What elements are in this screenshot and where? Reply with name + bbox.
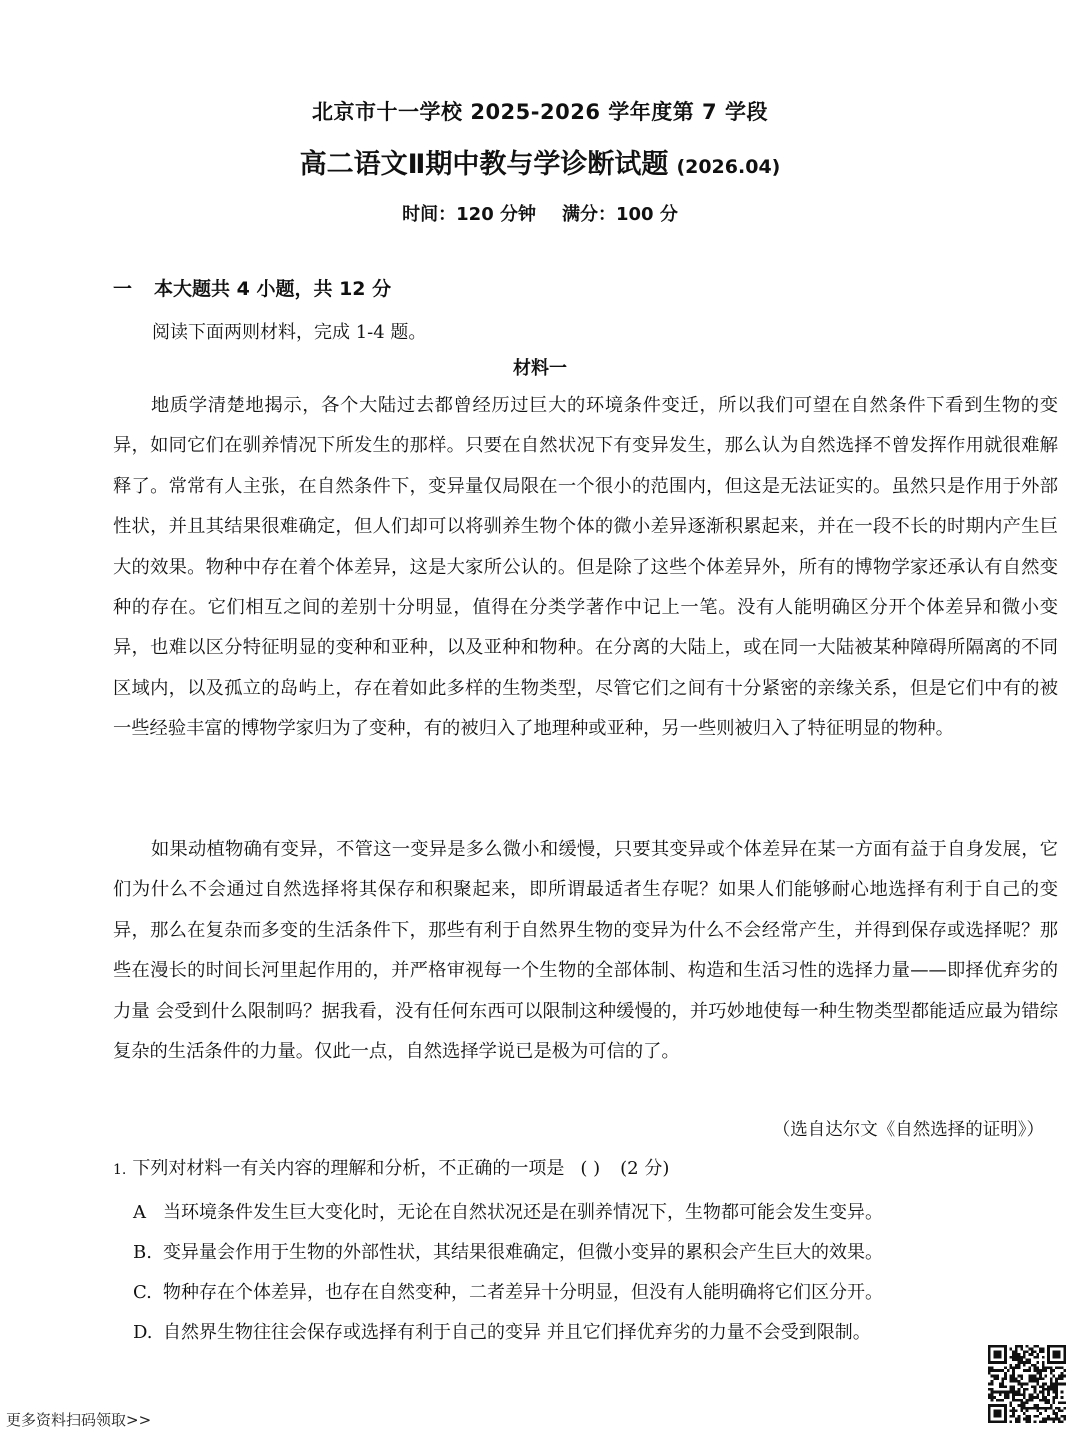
passage-paragraph-2: 如果动植物确有变异，不管这一变异是多么微小和缓慢，只要其变异或个体差异在某一方面有益于自身发展，它们为什么不会通过自然选择将其保存和积聚起来，即所谓最适者生存呢？如果人们能够耐心地选择有利于自己的变异，那么在复杂而多变的生活条件下，那些有利于自然界生物的变异为什么不会经常产生，并得到保存或选择呢？那些在漫长的时间长河里起作用的，并严格审视每一个生物的全部体制、构造和生活习性的选择力量——即择优弃劣的力量 会受到什么限制吗？据我看，没有任何东西可以限制这种缓慢的，并巧妙地使每一种生物类型都能适应最为错综复杂的生活条件的力量。仅此一点，自然选择学说已是极为可信的了。 (113, 839, 1058, 1063)
question-1-stem (113, 1154, 669, 1180)
footer-link[interactable]: 更多资料扫码领取>> (6, 1411, 152, 1429)
option-c (133, 1278, 883, 1304)
time-label: 时间：120 分钟 (402, 204, 536, 225)
question-text: 下列对材料一有关内容的理解和分析，不正确的一项是 (132, 1158, 565, 1179)
section-title (113, 274, 391, 301)
answer-blank: ( ) (580, 1158, 601, 1179)
option-b (133, 1238, 883, 1264)
option-text: 当环境条件发生巨大变化时，无论在自然状况还是在驯养情况下，生物都可能会发生变异。 (163, 1202, 883, 1223)
exam-title: 高二语文Ⅱ期中教与学诊断试题 (299, 149, 669, 180)
option-text: 变异量会作用于生物的外部性状，其结果很难确定，但微小变异的累积会产生巨大的效果。 (163, 1242, 883, 1263)
score-label: 满分：100 分 (562, 204, 678, 225)
option-letter: D. (133, 1322, 153, 1343)
option-letter: C. (133, 1282, 152, 1303)
option-letter: B. (133, 1242, 152, 1263)
question-number: 1. (113, 1162, 127, 1178)
passage-paragraph-1: 地质学清楚地揭示，各个大陆过去都曾经历过巨大的环境条件变迁，所以我们可望在自然条件下看到生物的变异，如同它们在驯养情况下所发生的那样。只要在自然状况下有变异发生，那么认为自然选择不曾发挥作用就很难解释了。常常有人主张，在自然条件下，变异量仅局限在一个很小的范围内，但这是无法证实的。虽然只是作用于外部性状，并且其结果很难确定，但人们却可以将驯养生物个体的微小差异逐渐积累起来，并在一段不长的时期内产生巨大的效果。物种中存在着个体差异，这是大家所公认的。但是除了这些个体差异外，所有的博物学家还承认有自然变种的存在。它们相互之间的差别十分明显，值得在分类学著作中记上一笔。没有人能明确区分开个体差异和微小变异，也难以区分特征明显的变种和亚种，以及亚种和物种。在分离的大陆上，或在同一大陆被某种障碍所隔离的不同区域内，以及孤立的岛屿上，存在着如此多样的生物类型，尽管它们之间有十分紧密的亲缘关系，但是它们中有的被一些经验丰富的博物学家归为了变种，有的被归入了地理种或亚种，另一些则被归入了特征明显的物种。 (113, 395, 1058, 740)
question-points: (2 分) (620, 1158, 670, 1179)
option-d (133, 1318, 871, 1344)
material-title: 材料一 (513, 358, 567, 379)
exam-title-line (0, 142, 1080, 181)
section-number: 一 (113, 278, 133, 300)
section-heading: 本大题共 4 小题，共 12 分 (154, 278, 392, 300)
option-text: 物种存在个体差异，也存在自然变种，二者差异十分明显，但没有人能明确将它们区分开。 (163, 1282, 883, 1303)
school-line: 北京市十一学校 2025-2026 学年度第 7 学段 (312, 100, 768, 124)
section-intro: 阅读下面两则材料，完成 1-4 题。 (152, 322, 427, 343)
passage-source: （选自达尔文《自然选择的证明》） (772, 1120, 1044, 1140)
option-letter: A (133, 1202, 146, 1223)
exam-meta (0, 200, 1080, 226)
option-a (133, 1198, 883, 1224)
exam-date: (2026.04) (676, 156, 781, 178)
option-text: 自然界生物往往会保存或选择有利于自己的变异 并且它们择优弃劣的力量不会受到限制。 (163, 1322, 871, 1343)
qr-code-icon[interactable] (988, 1345, 1066, 1423)
